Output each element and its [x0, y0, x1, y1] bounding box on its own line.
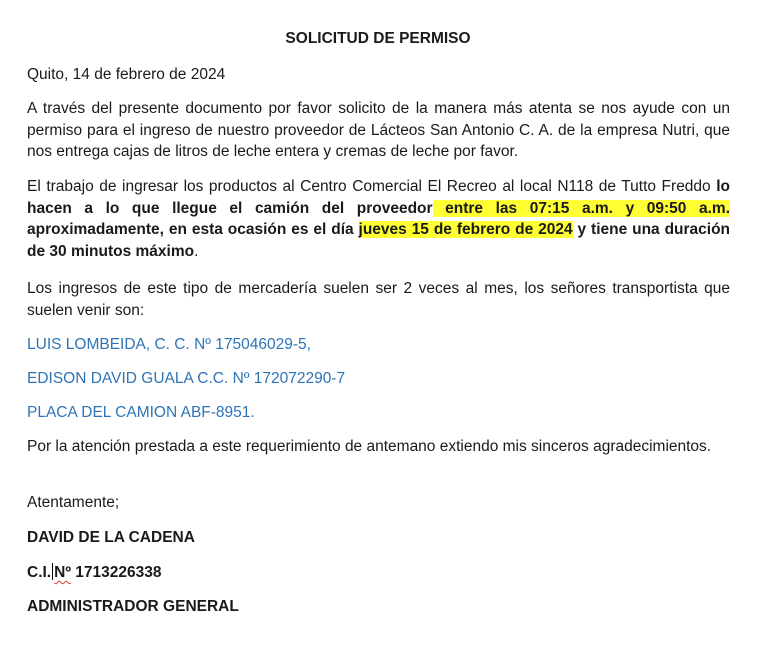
paragraph-thanks: Por la atención prestada a este requerimiento de antemano extiendo mis sinceros agradecimientos. — [27, 438, 712, 455]
signer-id — [27, 562, 730, 584]
closing-salutation: Atentamente; — [27, 494, 120, 511]
signer-title: ADMINISTRADOR GENERAL — [27, 598, 239, 615]
transport-person-1: LUIS LOMBEIDA, C. C. Nº 175046029-5, — [27, 336, 311, 353]
schedule-bold-3: y tiene una duración de 30 minutos máximo — [27, 221, 731, 260]
signer-name: DAVID DE LA CADENA — [27, 529, 195, 546]
signer-id-number: 1713226338 — [70, 564, 162, 581]
text-cursor — [52, 563, 53, 580]
paragraph-schedule — [27, 176, 730, 262]
schedule-text: El trabajo de ingresar los productos al Centro Comercial El Recreo al local N118 de Tutto Freddo — [27, 178, 717, 195]
transport-person-2: EDISON DAVID GUALA C.C. Nº 172072290-7 — [27, 370, 346, 387]
schedule-bold-1: lo hacen a lo que llegue el camión del proveedor — [27, 178, 730, 217]
paragraph-transport-intro: Los ingresos de este tipo de mercadería suelen ser 2 veces al mes, los señores transportista que suelen venir son: — [27, 280, 730, 319]
schedule-time-highlight: entre las 07:15 a.m. y 09:50 a.m. — [432, 199, 731, 217]
date-line: Quito, 14 de febrero de 2024 — [27, 66, 226, 83]
schedule-end: . — [194, 242, 199, 260]
paragraph-request: A través del presente documento por favor solicito de la manera más atenta se nos ayude con un permiso para el ingreso de nuestro proveedor de Lácteos San Antonio C. A. de la empresa Nutri, que nos entrega cajas de litros de leche entera y cremas de leche por favor. — [27, 100, 730, 160]
signer-id-symbol: Nº — [54, 564, 71, 581]
truck-plate: PLACA DEL CAMION ABF-8951. — [27, 404, 255, 421]
signer-id-prefix: C.I. — [27, 564, 52, 581]
schedule-bold-2: aproximadamente, en esta ocasión es el día — [27, 221, 359, 238]
schedule-date-highlight: jueves 15 de febrero de 2024 — [358, 221, 573, 238]
document-title: SOLICITUD DE PERMISO — [285, 30, 471, 47]
